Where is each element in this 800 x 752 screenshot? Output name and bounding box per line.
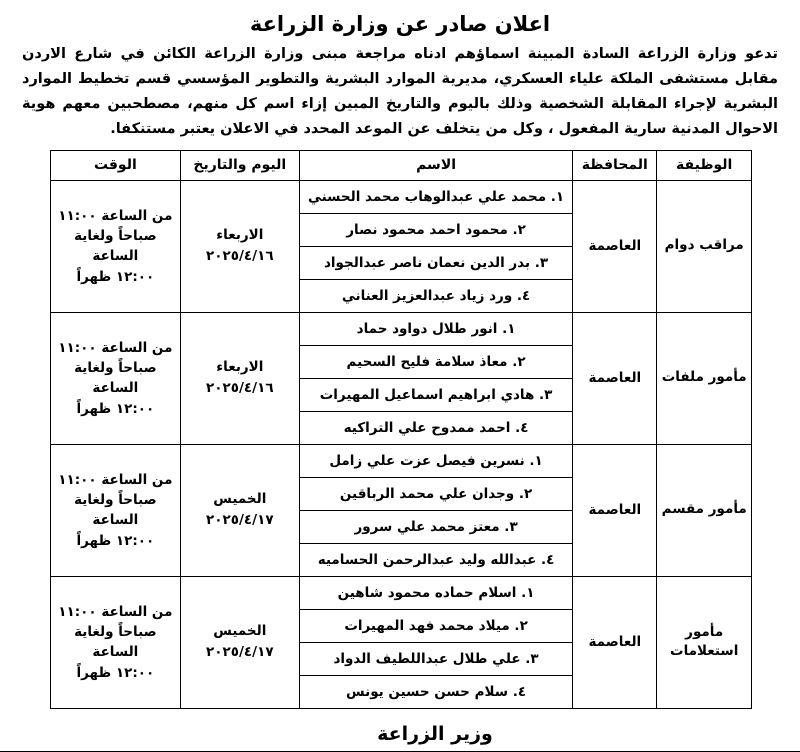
cell-job: مراقب دوام: [657, 180, 752, 312]
column-header-time: الوقت: [51, 150, 181, 180]
cell-time: [51, 180, 181, 312]
time-middle: صباحاً ولغاية الساعة: [74, 228, 157, 265]
column-header-governorate: المحافظة: [573, 150, 657, 180]
table-row: [51, 312, 752, 345]
time-from: من الساعة ١١:٠٠: [58, 603, 173, 620]
cell-day: الخميس: [213, 623, 267, 640]
signature-block: [0, 723, 800, 745]
page-title: اعلان صادر عن وزارة الزراعة: [249, 12, 551, 36]
time-to: ١٢:٠٠ ظهراً: [76, 400, 155, 417]
cell-name: ٢. معاذ سلامة فليح السحيم: [299, 345, 572, 378]
cell-governorate: العاصمة: [573, 444, 657, 576]
cell-date: ٢٠٢٥/٤/١٦: [206, 248, 274, 265]
cell-day-date: [180, 444, 299, 576]
table-row: [51, 180, 752, 213]
time-to: ١٢:٠٠ ظهراً: [76, 532, 155, 549]
cell-name: ١. محمد علي عبدالوهاب محمد الحسني: [299, 180, 572, 213]
cell-name: ١. انور طلال دواود حماد: [299, 312, 572, 345]
applicants-table: [50, 150, 752, 709]
cell-date: ٢٠٢٥/٤/١٧: [206, 512, 274, 529]
signature-text: وزير الزراعة: [377, 722, 493, 745]
intro-text: تدعو وزارة الزراعة السادة المبينة اسماؤهم ادناه مراجعة مبنى وزارة الزراعة الكائن في شارع الاردن مقابل مستشفى الملكة علياء العسكري، مديرية الموارد البشرية والتطوير المؤسسي قسم تخطيط الموارد البشرية لإجراء المقابلة الشخصية وذلك باليوم والتاريخ المبين إزاء اسم كل منهم، مصطحبين معهم هوية الاحوال المدنية سارية المفعول ، وكل من يتخلف عن الموعد المحدد في الاعلان يعتبر مستنكفا.: [22, 46, 778, 137]
cell-name: ٤. احمد ممدوح علي التراكيه: [299, 411, 572, 444]
cell-name: ٣. علي طلال عبداللطيف الدواد: [299, 642, 572, 675]
time-to: ١٢:٠٠ ظهراً: [76, 664, 155, 681]
cell-day: الاربعاء: [216, 227, 264, 244]
time-middle: صباحاً ولغاية الساعة: [74, 492, 157, 529]
cell-name: ٢. محمود احمد محمود نصار: [299, 213, 572, 246]
time-middle: صباحاً ولغاية الساعة: [74, 624, 157, 661]
cell-time: [51, 312, 181, 444]
cell-time: [51, 444, 181, 576]
cell-governorate: العاصمة: [573, 576, 657, 708]
time-middle: صباحاً ولغاية الساعة: [74, 360, 157, 397]
time-from: من الساعة ١١:٠٠: [58, 471, 173, 488]
applicants-table-container: [0, 142, 800, 709]
announcement-page: [0, 12, 800, 745]
column-header-name: الاسم: [299, 150, 572, 180]
cell-job: مأمور ملفات: [657, 312, 752, 444]
table-row: [51, 576, 752, 609]
cell-day-date: [180, 180, 299, 312]
cell-time: [51, 576, 181, 708]
cell-name: ٤. عبدالله وليد عبدالرحمن الحساميه: [299, 543, 572, 576]
column-header-day-date: اليوم والتاريخ: [180, 150, 299, 180]
cell-name: ٢. وجدان علي محمد الرباقين: [299, 477, 572, 510]
cell-job: مأمور مقسم: [657, 444, 752, 576]
cell-governorate: العاصمة: [573, 312, 657, 444]
cell-date: ٢٠٢٥/٤/١٧: [206, 644, 274, 661]
cell-job: مأمور استعلامات: [657, 576, 752, 708]
cell-name: ١. اسلام حماده محمود شاهين: [299, 576, 572, 609]
cell-name: ٣. هادي ابراهيم اسماعيل المهيرات: [299, 378, 572, 411]
table-row: [51, 444, 752, 477]
cell-day-date: [180, 576, 299, 708]
cell-day: الخميس: [213, 491, 267, 508]
cell-name: ٤. سلام حسن حسين يونس: [299, 675, 572, 708]
cell-name: ١. نسرين فيصل عزت علي زامل: [299, 444, 572, 477]
cell-day: الاربعاء: [216, 359, 264, 376]
cell-day-date: [180, 312, 299, 444]
cell-name: ٣. معتز محمد علي سرور: [299, 510, 572, 543]
time-from: من الساعة ١١:٠٠: [58, 339, 173, 356]
table-header-row: [51, 150, 752, 180]
time-from: من الساعة ١١:٠٠: [58, 207, 173, 224]
column-header-job: الوظيفة: [657, 150, 752, 180]
cell-date: ٢٠٢٥/٤/١٦: [206, 380, 274, 397]
cell-name: ٢. ميلاد محمد فهد المهيرات: [299, 609, 572, 642]
cell-name: ٤. ورد زياد عبدالعزيز العناني: [299, 279, 572, 312]
time-to: ١٢:٠٠ ظهراً: [76, 268, 155, 285]
cell-name: ٣. بدر الدين نعمان ناصر عبدالجواد: [299, 246, 572, 279]
cell-governorate: العاصمة: [573, 180, 657, 312]
intro-paragraph: [0, 42, 800, 142]
